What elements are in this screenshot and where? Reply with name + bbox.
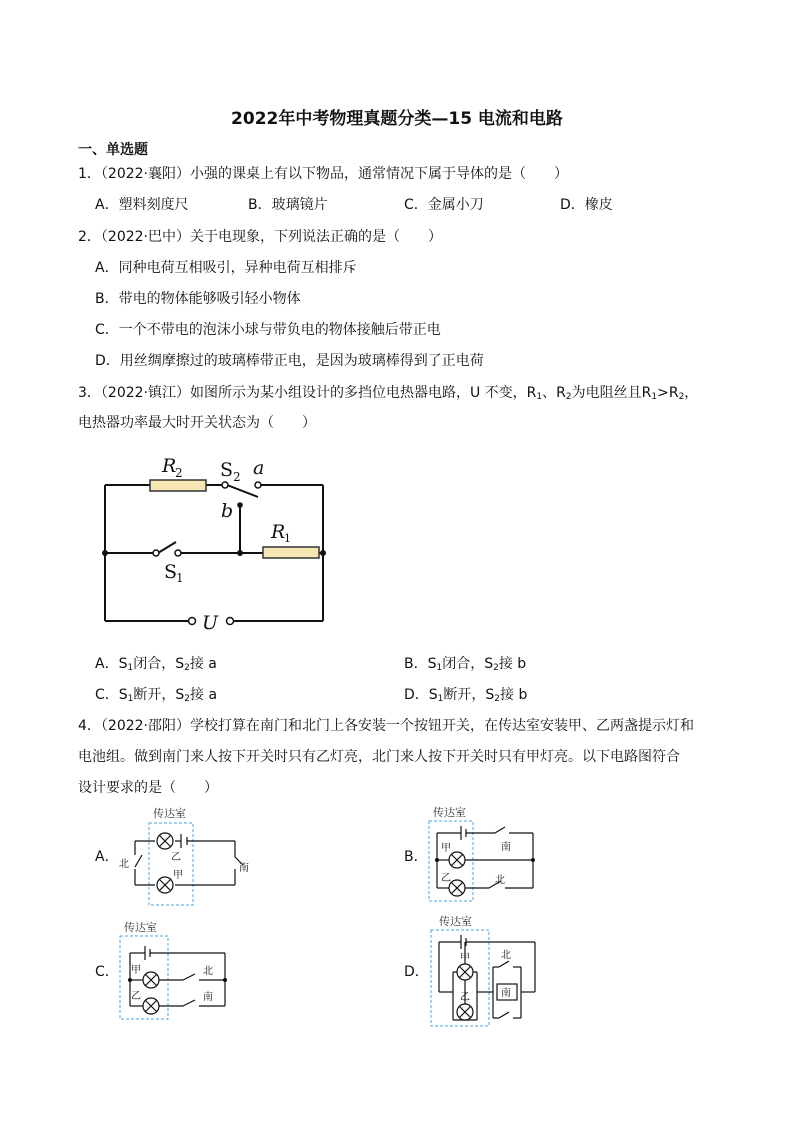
q3-stem-text: >R <box>657 385 679 401</box>
q3-opt-text: 接 a <box>190 687 218 703</box>
q4-option-c-label: C． <box>95 964 119 980</box>
question-1-stem: 1．（2022·襄阳）小强的课桌上有以下物品，通常情况下属于导体的是（ ） <box>78 166 568 182</box>
q4-option-b-label: B． <box>404 849 428 865</box>
q3-opt-text: 闭合，S <box>442 656 494 672</box>
q1-option-a: A．塑料刻度尺 <box>95 197 189 213</box>
question-4-stem-line2: 电池组。做到南门来人按下开关时只有乙灯亮，北门来人按下开关时只有甲灯亮。以下电路图符合 <box>78 749 680 765</box>
q3-opt-sub: 1 <box>127 663 134 673</box>
room-label: 传达室 <box>433 806 466 819</box>
q3-option-d <box>404 685 527 709</box>
voltage-u-label: U <box>202 612 219 634</box>
q4-option-a-label: A． <box>95 849 119 865</box>
s2-label: S <box>220 459 234 481</box>
switch-south-label: 南 <box>501 842 511 853</box>
q3-opt-text: 接 b <box>498 656 527 672</box>
lamp-yi-label: 乙 <box>460 992 470 1003</box>
q3-opt-sub: 2 <box>184 694 191 704</box>
r1-label-sub: 1 <box>284 532 291 545</box>
q4-circuit-a <box>115 803 260 908</box>
q4-circuit-d <box>427 912 552 1030</box>
q3-opt-text: C．S <box>95 687 128 703</box>
q3-option-b <box>404 654 526 678</box>
r2-label: R <box>162 455 177 477</box>
q2-option-b: B．带电的物体能够吸引轻小物体 <box>95 291 301 307</box>
q3-opt-text: 接 b <box>500 687 528 703</box>
r2-resistor <box>150 480 206 491</box>
q4-circuit-c <box>115 918 235 1023</box>
question-3-stem <box>78 383 698 407</box>
q3-option-c <box>95 685 217 709</box>
q3-opt-sub: 1 <box>127 694 134 704</box>
s1-label-sub: 1 <box>176 571 184 585</box>
q3-sub: 2 <box>565 392 572 402</box>
q1-option-b: B．玻璃镜片 <box>248 197 328 213</box>
lamp-jia-label: 甲 <box>131 965 141 976</box>
q3-opt-text: 断开，S <box>133 687 185 703</box>
q3-opt-sub: 2 <box>494 694 501 704</box>
s1-label: S <box>164 561 178 583</box>
question-2-stem: 2．（2022·巴中）关于电现象，下列说法正确的是（ ） <box>78 229 442 245</box>
switch-north-label: 北 <box>501 950 511 961</box>
q3-opt-text: A．S <box>95 656 128 672</box>
q3-stem-text: 3．（2022·镇江）如图所示为某小组设计的多挡位电热器电路，U 不变，R <box>78 385 537 401</box>
q3-opt-text: 闭合，S <box>133 656 185 672</box>
q3-opt-text: D．S <box>404 687 438 703</box>
q3-option-a <box>95 654 217 678</box>
q4-option-d-label: D． <box>404 964 429 980</box>
q2-option-c: C．一个不带电的泡沫小球与带负电的物体接触后带正电 <box>95 322 441 338</box>
question-3-stem-line2: 电热器功率最大时开关状态为（ ） <box>78 415 316 431</box>
s2-label-sub: 2 <box>233 470 241 484</box>
room-label: 传达室 <box>439 915 472 928</box>
q2-option-d: D．用丝绸摩擦过的玻璃棒带正电，是因为玻璃棒得到了正电荷 <box>95 353 484 369</box>
question-4-stem-line3: 设计要求的是（ ） <box>78 780 218 796</box>
q1-option-d: D．橡皮 <box>560 197 613 213</box>
q2-option-a: A．同种电荷互相吸引，异种电荷互相排斥 <box>95 260 357 276</box>
terminal-b-label: b <box>221 500 234 522</box>
q1-option-c: C．金属小刀 <box>404 197 484 213</box>
section-heading: 一、单选题 <box>78 142 148 158</box>
q3-opt-sub: 2 <box>184 663 190 673</box>
q3-sub: 1 <box>536 392 543 402</box>
room-label: 传达室 <box>153 807 186 820</box>
page-title: 2022年中考物理真题分类—15 电流和电路 <box>231 109 563 129</box>
q3-circuit-diagram <box>90 450 340 640</box>
lamp-yi-label: 乙 <box>441 873 451 884</box>
q3-opt-sub: 2 <box>493 663 499 673</box>
switch-south-label: 南 <box>501 988 511 999</box>
q3-opt-text: 断开，S <box>443 687 495 703</box>
r1-label: R <box>271 521 286 543</box>
terminal-a-label: a <box>253 457 265 479</box>
lamp-jia-label: 甲 <box>460 953 470 964</box>
r2-label-sub: 2 <box>175 466 183 480</box>
q3-stem-text: 、R <box>542 385 566 401</box>
question-4-stem-line1: 4．（2022·邵阳）学校打算在南门和北门上各安装一个按钮开关，在传达室安装甲、乙两盏提示灯和 <box>78 718 694 734</box>
q3-opt-text: 接 a <box>189 656 217 672</box>
switch-south-label: 南 <box>239 863 249 874</box>
q3-stem-text: 为电阻丝且R <box>571 385 652 401</box>
switch-north-label: 北 <box>119 859 129 870</box>
q3-sub: 1 <box>651 392 658 402</box>
q3-opt-text: B．S <box>404 656 437 672</box>
switch-south-label: 南 <box>203 992 213 1003</box>
q3-opt-sub: 1 <box>436 663 443 673</box>
switch-north-label: 北 <box>495 875 505 886</box>
r1-resistor <box>263 547 319 558</box>
q3-stem-text: ， <box>684 385 699 401</box>
q4-circuit-b <box>425 803 545 903</box>
room-label: 传达室 <box>124 921 157 934</box>
lamp-jia-label: 甲 <box>173 870 183 881</box>
lamp-jia-label: 甲 <box>441 843 451 854</box>
lamp-yi-label: 乙 <box>171 852 181 863</box>
q3-sub: 2 <box>678 392 685 402</box>
q3-opt-sub: 1 <box>437 694 444 704</box>
lamp-yi-label: 乙 <box>131 991 141 1002</box>
switch-north-label: 北 <box>203 966 213 977</box>
